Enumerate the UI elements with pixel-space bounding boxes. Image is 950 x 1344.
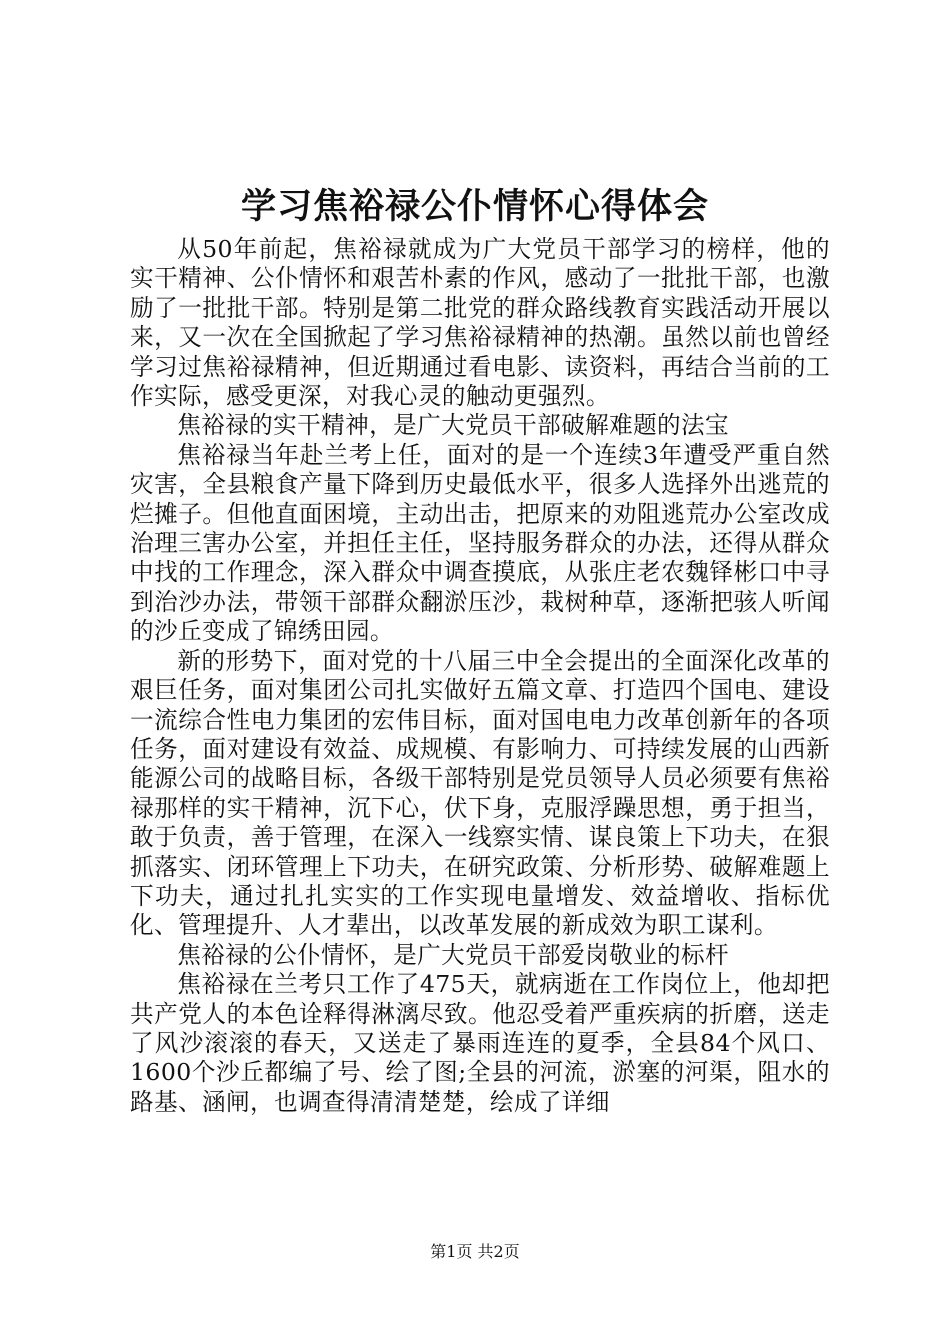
page-number-footer: 第1页 共2页 (430, 1242, 520, 1261)
document-body (130, 235, 830, 1117)
section-heading: 焦裕禄的公仆情怀，是广大党员干部爱岗敬业的标杆 (177, 940, 730, 969)
body-paragraph: 从50年前起，焦裕禄就成为广大党员干部学习的榜样，他的实干精神、公仆情怀和艰苦朴素的作风，感动了一批批干部，也激励了一批批干部。特别是第二批党的群众路线教育实践活动开展以来，又一次在全国掀起了学习焦裕禄精神的热潮。虽然以前也曾经学习过焦裕禄精神，但近期通过看电影、读资料，再结合当前的工作实际，感受更深，对我心灵的触动更强烈。 (130, 235, 830, 411)
page-title: 学习焦裕禄公仆情怀心得体会 (240, 186, 709, 227)
section-heading: 焦裕禄的实干精神，是广大党员干部破解难题的法宝 (177, 411, 730, 440)
body-paragraph: 焦裕禄当年赴兰考上任，面对的是一个连续3年遭受严重自然灾害，全县粮食产量下降到历史最低水平，很多人选择外出逃荒的烂摊子。但他直面困境，主动出击，把原来的劝阻逃荒办公室改成治理三害办公室，并担任主任，坚持服务群众的办法，还得从群众中找的工作理念，深入群众中调查摸底，从张庄老农魏铎彬口中寻到治沙办法，带领干部群众翻淤压沙，栽树种草，逐渐把骇人听闻的沙丘变成了锦绣田园。 (130, 440, 830, 646)
body-paragraph: 焦裕禄在兰考只工作了475天，就病逝在工作岗位上，他却把共产党人的本色诠释得淋漓尽致。他忍受着严重疾病的折磨，送走了风沙滚滚的春天，又送走了暴雨连连的夏季，全县84个风口、1600个沙丘都编了号、绘了图;全县的河流，淤塞的河渠，阻水的路基、涵闸，也调查得清清楚楚，绘成了详细 (130, 970, 830, 1116)
body-paragraph: 新的形势下，面对党的十八届三中全会提出的全面深化改革的艰巨任务，面对集团公司扎实做好五篇文章、打造四个国电、建设一流综合性电力集团的宏伟目标，面对国电电力改革创新年的各项任务，面对建设有效益、成规模、有影响力、可持续发展的山西新能源公司的战略目标，各级干部特别是党员领导人员必须要有焦裕禄那样的实干精神，沉下心，伏下身，克服浮躁思想，勇于担当，敢于负责，善于管理，在深入一线察实情、谋良策上下功夫，在狠抓落实、闭环管理上下功夫，在研究政策、分析形势、破解难题上下功夫，通过扎扎实实的工作实现电量增发、效益增收、指标优化、管理提升、人才辈出，以改革发展的新成效为职工谋利。 (130, 646, 830, 940)
